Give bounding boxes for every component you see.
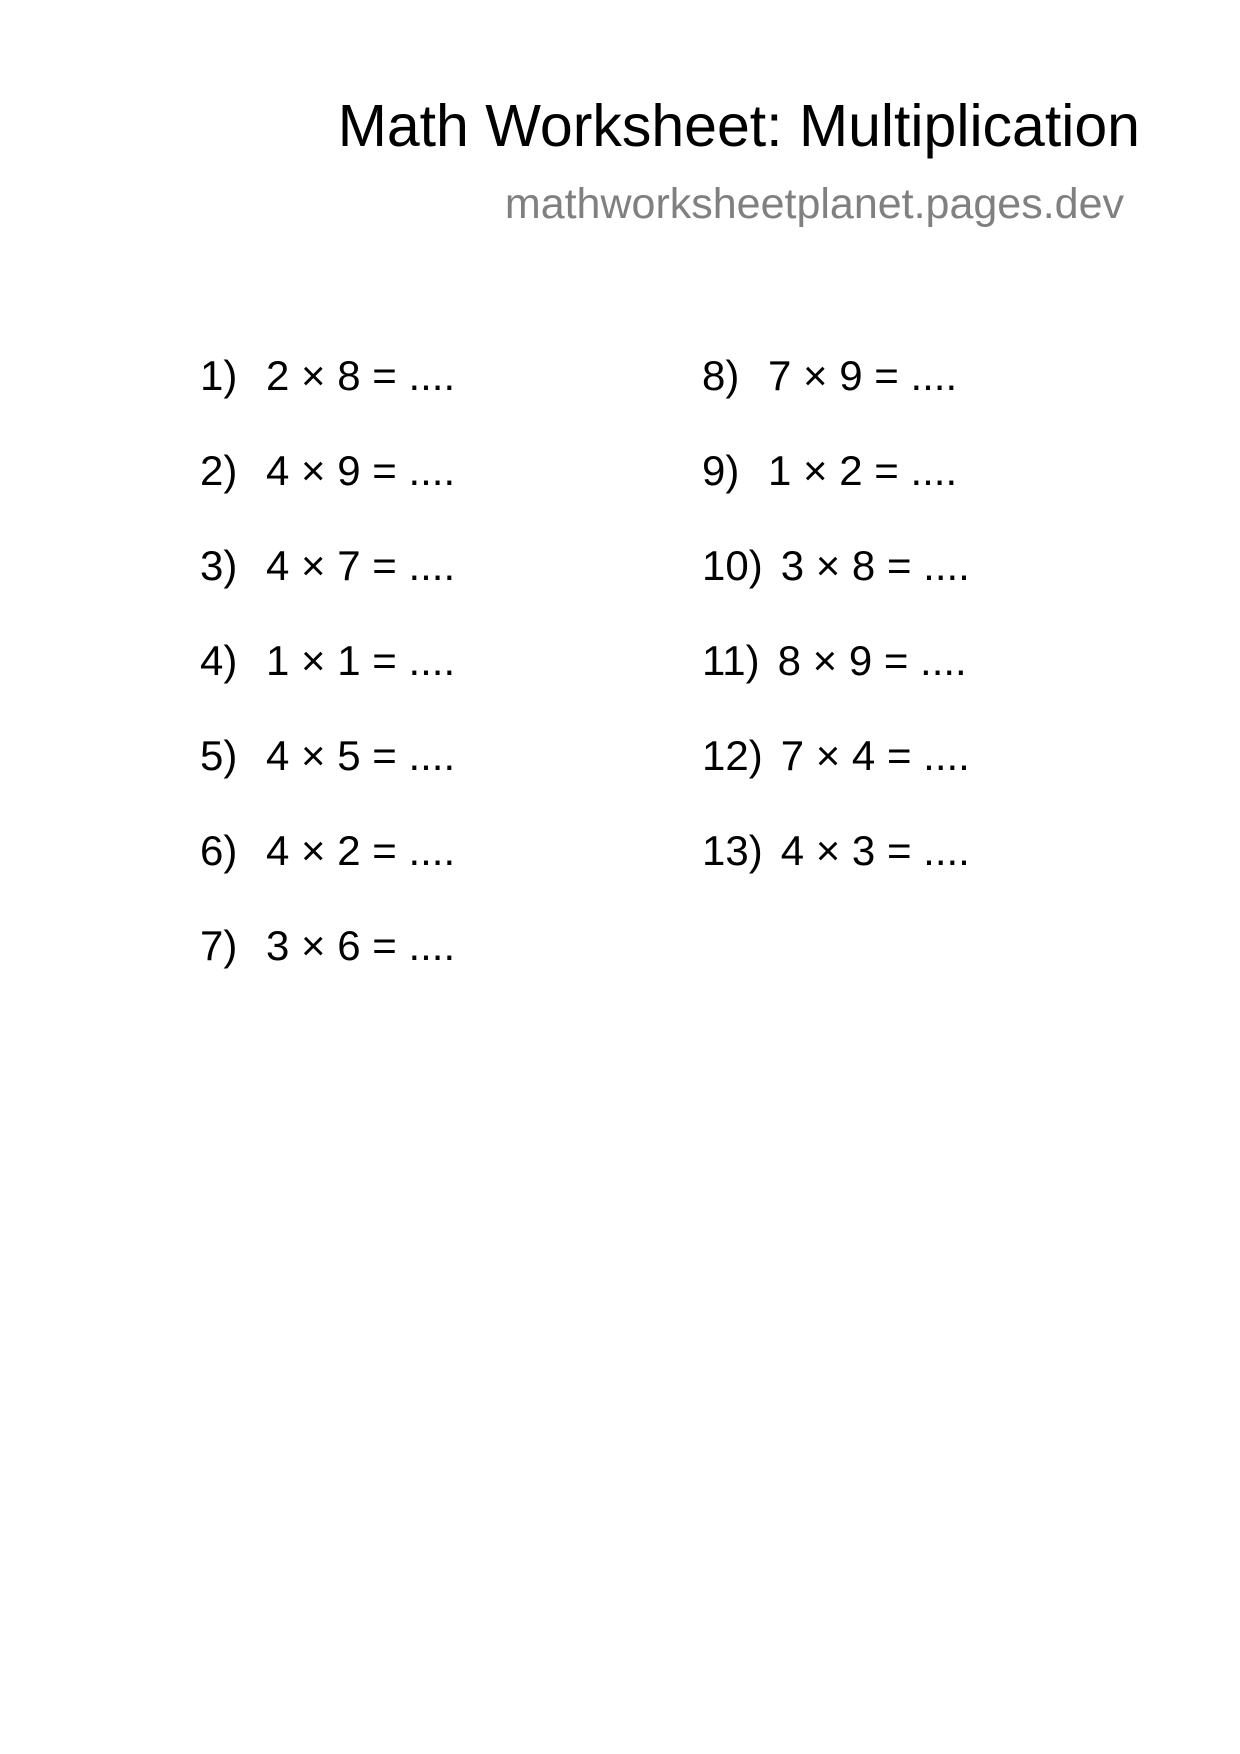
problem-expression: 8 × 9 = .... (777, 637, 967, 684)
problem-item (200, 922, 455, 1017)
problem-expression: 7 × 9 = .... (768, 352, 958, 399)
problem-expression: 4 × 5 = .... (266, 732, 456, 779)
problem-item (702, 542, 970, 637)
problem-number: 10) (702, 542, 763, 589)
problem-item (702, 732, 970, 827)
problem-number: 9) (702, 447, 740, 494)
problem-item (200, 827, 455, 922)
problem-number: 4) (200, 637, 238, 684)
problem-list-left (200, 352, 455, 1017)
problem-expression: 7 × 4 = .... (780, 732, 970, 779)
problem-number: 11) (702, 637, 760, 684)
problem-number: 1) (200, 352, 238, 399)
problem-list-right (702, 352, 970, 922)
problem-expression: 3 × 8 = .... (780, 542, 970, 589)
problem-expression: 2 × 8 = .... (266, 352, 456, 399)
problem-expression: 1 × 2 = .... (768, 447, 958, 494)
problem-item (702, 827, 970, 922)
problem-number: 5) (200, 732, 238, 779)
problem-item (702, 637, 970, 732)
problem-item (200, 542, 455, 637)
problem-number: 6) (200, 827, 238, 874)
problem-number: 2) (200, 447, 238, 494)
problem-number: 12) (702, 732, 763, 779)
source-url: mathworksheetplanet.pages.dev (504, 180, 1124, 228)
problem-expression: 4 × 7 = .... (266, 542, 456, 589)
problem-item (702, 352, 970, 447)
problem-expression: 1 × 1 = .... (266, 637, 456, 684)
problem-item (200, 732, 455, 827)
problem-expression: 3 × 6 = .... (266, 922, 456, 969)
problem-item (702, 447, 970, 542)
problem-expression: 4 × 9 = .... (266, 447, 456, 494)
problem-item (200, 447, 455, 542)
problem-number: 7) (200, 922, 238, 969)
problem-expression: 4 × 3 = .... (780, 827, 970, 874)
problem-item (200, 352, 455, 447)
problem-number: 13) (702, 827, 763, 874)
problem-number: 8) (702, 352, 740, 399)
problem-expression: 4 × 2 = .... (266, 827, 456, 874)
page-title: Math Worksheet: Multiplication (337, 93, 1140, 159)
problem-number: 3) (200, 542, 238, 589)
problem-item (200, 637, 455, 732)
